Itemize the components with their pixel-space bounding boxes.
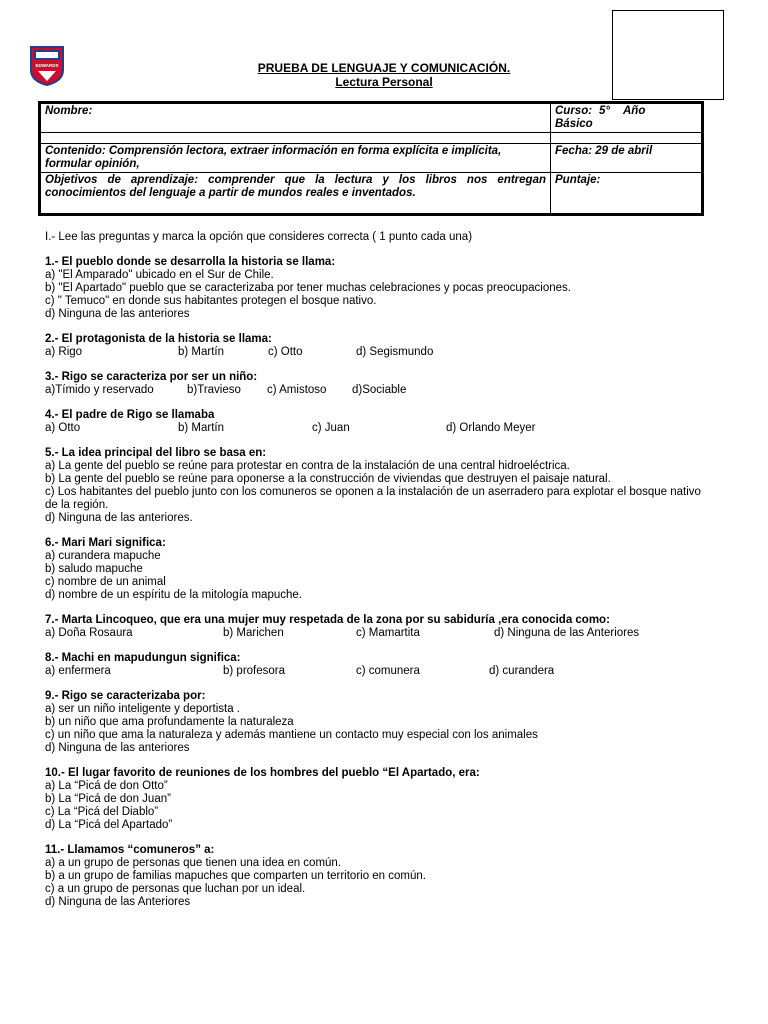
question-text: 5.- La idea principal del libro se basa en: xyxy=(45,447,267,459)
course-level: Básico xyxy=(555,118,593,130)
page-title: PRUEBA DE LENGUAJE Y COMUNICACIÓN. xyxy=(257,61,511,75)
option[interactable]: a) Rigo xyxy=(45,346,83,358)
question-text: 8.- Machi en mapudungun significa: xyxy=(45,652,241,664)
option[interactable]: a) La “Picá de don Otto” xyxy=(45,780,168,792)
question-text: 9.- Rigo se caracterizaba por: xyxy=(45,690,206,702)
option[interactable]: a) ser un niño inteligente y deportista . xyxy=(45,703,240,715)
option[interactable]: c) Juan xyxy=(312,422,350,434)
option[interactable]: a) Otto xyxy=(45,422,81,434)
question-8 xyxy=(45,652,735,678)
date-cell: Fecha: 29 de abril xyxy=(551,144,703,173)
option[interactable]: c) Otto xyxy=(268,346,303,358)
question-list xyxy=(45,231,735,921)
option[interactable]: a) La gente del pueblo se reúne para protestar en contra de la instalación de una central hidroeléctrica. xyxy=(45,460,570,472)
option[interactable]: d) Ninguna de las anteriores xyxy=(45,742,190,754)
option[interactable]: a) Doña Rosaura xyxy=(45,627,133,639)
student-info-table xyxy=(38,101,704,216)
option[interactable]: c) un niño que ama la naturaleza y además mantiene un contacto muy especial con los animales xyxy=(45,729,538,741)
option[interactable]: c) " Temuco" en donde sus habitantes protegen el bosque nativo. xyxy=(45,295,377,307)
question-text: 7.- Marta Lincoqueo, que era una mujer muy respetada de la zona por su sabiduría ,era conocida como: xyxy=(45,614,610,626)
question-text: 2.- El protagonista de la historia se llama: xyxy=(45,333,272,345)
logo-text: EDWARDS xyxy=(35,63,59,68)
option[interactable]: d) Ninguna de las Anteriores xyxy=(45,896,191,908)
question-text: 11.- Llamamos “comuneros” a: xyxy=(45,844,215,856)
option[interactable]: d) La “Picá del Apartado” xyxy=(45,819,173,831)
question-text: 6.- Mari Mari significa: xyxy=(45,537,166,549)
page-subtitle: Lectura Personal xyxy=(335,75,433,89)
option[interactable]: b) Martín xyxy=(178,346,225,358)
option[interactable]: d) Orlando Meyer xyxy=(446,422,536,434)
spacer-cell xyxy=(40,133,551,144)
question-6 xyxy=(45,537,735,602)
objectives-cell: Objetivos de aprendizaje: comprender que la lectura y los libros nos entregan conocimientos del lenguaje a partir de mundos reales e inventados. xyxy=(40,173,551,215)
spacer-cell xyxy=(551,133,703,144)
question-7 xyxy=(45,614,735,640)
option[interactable]: b) La gente del pueblo se reúne para oponerse a la construcción de viviendas que destruyen el paisaje natural. xyxy=(45,473,611,485)
question-4 xyxy=(45,409,735,435)
question-1 xyxy=(45,256,735,321)
option[interactable]: c) comunera xyxy=(356,665,420,677)
option[interactable]: a) "El Amparado" ubicado en el Sur de Chile. xyxy=(45,269,274,281)
course-value: 5° xyxy=(599,105,610,117)
option[interactable]: d) Ninguna de las Anteriores xyxy=(494,627,640,639)
option[interactable]: c) La “Picá del Diablo” xyxy=(45,806,159,818)
option[interactable]: c) Amistoso xyxy=(267,384,327,396)
name-label: Nombre: xyxy=(45,105,93,117)
option[interactable]: d) Ninguna de las anteriores. xyxy=(45,512,193,524)
option[interactable]: a)Tímido y reservado xyxy=(45,384,154,396)
option[interactable]: b) a un grupo de familias mapuches que comparten un territorio en común. xyxy=(45,870,426,882)
course-cell xyxy=(551,103,703,133)
option[interactable]: d) Ninguna de las anteriores xyxy=(45,308,190,320)
course-label: Curso: xyxy=(555,105,593,117)
option[interactable]: b) un niño que ama profundamente la naturaleza xyxy=(45,716,294,728)
question-text: 3.- Rigo se caracteriza por ser un niño: xyxy=(45,371,258,383)
question-5 xyxy=(45,447,735,525)
option[interactable]: d) Segismundo xyxy=(356,346,434,358)
option[interactable]: c) nombre de un animal xyxy=(45,576,166,588)
option[interactable]: d)Sociable xyxy=(352,384,407,396)
option[interactable]: a) a un grupo de personas que tienen una idea en común. xyxy=(45,857,342,869)
option[interactable]: c) Mamartita xyxy=(356,627,420,639)
question-10 xyxy=(45,767,735,832)
instructions: I.- Lee las preguntas y marca la opción que consideres correcta ( 1 punto cada una) xyxy=(45,231,473,243)
option[interactable]: c) Los habitantes del pueblo junto con los comuneros se oponen a la instalación de un aserradero para explotar el bosque nativo de la región. xyxy=(45,486,701,511)
option[interactable]: a) enfermera xyxy=(45,665,111,677)
option[interactable]: c) a un grupo de personas que luchan por un ideal. xyxy=(45,883,306,895)
option[interactable]: a) curandera mapuche xyxy=(45,550,161,562)
name-field[interactable] xyxy=(40,103,551,133)
option[interactable]: b) Martín xyxy=(178,422,225,434)
option[interactable]: b) "El Apartado" pueblo que se caracterizaba por tener muchas celebraciones y pocas preocupaciones. xyxy=(45,282,571,294)
question-2 xyxy=(45,333,735,359)
question-text: 1.- El pueblo donde se desarrolla la historia se llama: xyxy=(45,256,336,268)
question-3 xyxy=(45,371,735,397)
option[interactable]: b) Marichen xyxy=(223,627,284,639)
course-year: Año xyxy=(623,105,646,117)
content-cell: Contenido: Comprensión lectora, extraer información en forma explícita e implícita, formular opinión, xyxy=(40,144,551,173)
option[interactable]: b) La “Picá de don Juan” xyxy=(45,793,171,805)
option[interactable]: b) profesora xyxy=(223,665,286,677)
question-text: 4.- El padre de Rigo se llamaba xyxy=(45,409,215,421)
option[interactable]: b)Travieso xyxy=(187,384,241,396)
question-11 xyxy=(45,844,735,909)
option[interactable]: d) nombre de un espíritu de la mitología mapuche. xyxy=(45,589,302,601)
question-text: 10.- El lugar favorito de reuniones de los hombres del pueblo “El Apartado, era: xyxy=(45,767,480,779)
score-cell: Puntaje: xyxy=(551,173,703,215)
option[interactable]: d) curandera xyxy=(489,665,555,677)
question-9 xyxy=(45,690,735,755)
option[interactable]: b) saludo mapuche xyxy=(45,563,143,575)
